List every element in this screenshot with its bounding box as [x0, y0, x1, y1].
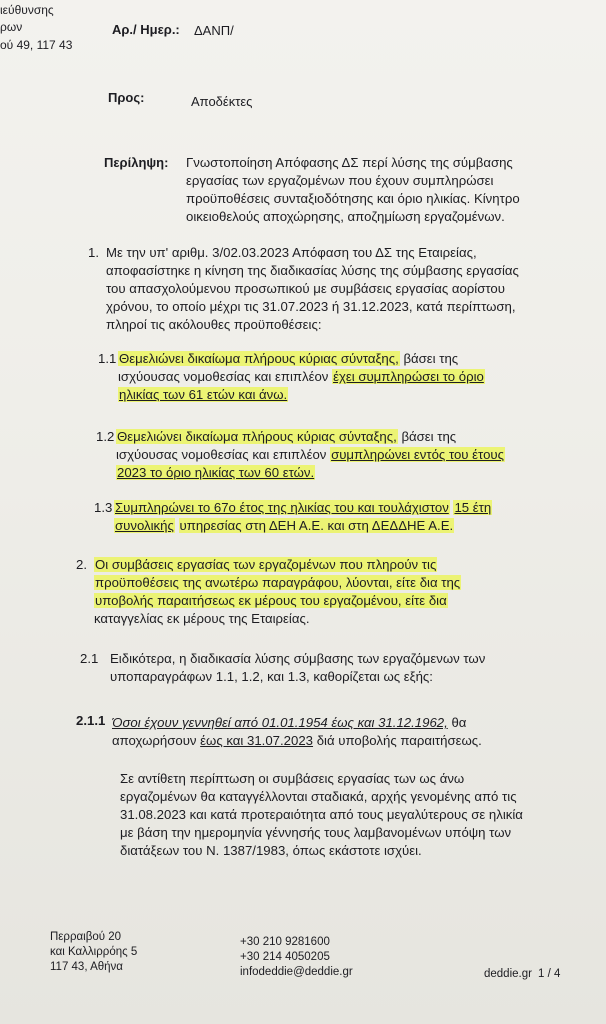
p12-highlight: 2023 το όριο ηλικίας των 60 ετών.: [117, 465, 315, 480]
p12-number: 1.2: [96, 429, 115, 444]
p1-text: [106, 244, 566, 334]
p211-text: [112, 714, 567, 750]
page-number: 1 / 4: [538, 968, 561, 980]
p2-text: [94, 556, 564, 628]
p12-text-part: βάσει της: [401, 429, 457, 444]
p21-text: [110, 650, 565, 686]
p211-underline: έως και 31.07.2023: [200, 733, 314, 748]
p21-number: 2.1: [80, 651, 99, 666]
footer-email: infodeddie@deddie.gr: [240, 966, 353, 978]
footer-contact: [240, 935, 353, 980]
p11-highlight: ηλικίας των 61 ετών και άνω.: [119, 387, 288, 402]
p11-text: [118, 350, 558, 404]
summary-line: προϋποθέσεις συνταξιοδότησης και όριο ηλικίας. Κίνητρο: [186, 191, 520, 206]
p3-line: Σε αντίθετη περίπτωση οι συμβάσεις εργασίας των ως άνω: [120, 771, 465, 786]
p211-underline: Όσοι έχουν γεννηθεί από 01.01.1954 έως και 31.12.1962,: [112, 715, 448, 730]
footer-address-line: Περραιβού 20: [50, 931, 122, 943]
p2-highlight: Οι συμβάσεις εργασίας των εργαζομένων που πληρούν τις: [95, 557, 437, 572]
p12-highlight: συμπληρώνει εντός του έτους: [331, 447, 504, 462]
p211-text-part: αποχωρήσουν: [112, 733, 197, 748]
p3-text: [120, 770, 564, 860]
footer-phone: +30 214 4050205: [240, 951, 330, 963]
org-line-2: ρων: [0, 20, 23, 34]
ref-label: Αρ./ Ημερ.:: [112, 22, 180, 37]
org-line-1: ιεύθυνσης: [0, 3, 54, 17]
p13-highlight: υπηρεσίας στη ΔΕΗ Α.Ε. και στη ΔΕΔΔΗΕ Α.Ε.: [179, 518, 454, 533]
p1-line: Με την υπ' αριθμ. 3/02.03.2023 Απόφαση του ΔΣ της Εταιρείας,: [106, 245, 477, 260]
p12-highlight: Θεμελιώνει δικαίωμα πλήρους κύριας σύνταξης,: [117, 429, 397, 444]
p11-highlight: έχει συμπληρώσει το όριο: [333, 369, 484, 384]
summary-label: Περίληψη:: [104, 155, 169, 170]
p13-number: 1.3: [94, 500, 113, 515]
footer-phone: +30 210 9281600: [240, 936, 330, 948]
p13-highlight: συνολικής: [115, 518, 174, 533]
footer-site: deddie.gr: [484, 968, 532, 980]
p1-line: του απασχολούμενου προσωπικού με συμβάσεις εργασίας αορίστου: [106, 281, 505, 296]
p2-highlight: προϋποθέσεις της ανωτέρω παραγράφου, λύονται, είτε δια της: [95, 575, 461, 590]
p1-line: αποφασίστηκε η κίνηση της διαδικασίας λύσης της σύμβασης εργασίας: [106, 263, 519, 278]
p12-text: [116, 428, 561, 482]
p11-text-part: βάσει της: [403, 351, 459, 366]
p3-line: εργαζομένων θα καταγγέλλονται σταδιακά, αρχής γενομένης από τις: [120, 789, 517, 804]
footer-address-line: και Καλλιρρόης 5: [50, 946, 138, 958]
p21-line: υποπαραγράφων 1.1, 1.2, και 1.3, καθορίζεται ως εξής:: [110, 669, 433, 684]
p3-line: 31.08.2023 και κατά προτεραιότητα από τους μεγαλύτερους σε ηλικία: [120, 807, 523, 822]
summary-text: [186, 154, 556, 226]
footer-address: [50, 930, 137, 975]
org-line-3: ού 49, 117 43: [0, 38, 73, 52]
p11-number: 1.1: [98, 351, 117, 366]
summary-line: οικειοθελούς αποχώρησης, αποζημίωση εργαζομένων.: [186, 209, 505, 224]
p211-text-part: θα: [451, 715, 467, 730]
p21-line: Ειδικότερα, η διαδικασία λύσης σύμβασης των εργαζόμενων των: [110, 651, 486, 666]
p11-text-part: ισχύουσας νομοθεσίας και επιπλέον: [118, 369, 329, 384]
footer-address-line: 117 43, Αθήνα: [50, 961, 123, 973]
to-value: Αποδέκτες: [191, 94, 253, 109]
p2-number: 2.: [76, 557, 87, 572]
p3-line: με βάση την ημερομηνία γέννησής τους λαμβανομένων υπόψη των: [120, 825, 512, 840]
p211-text-part: διά υποβολής παραιτήσεως.: [316, 733, 482, 748]
p211-number: 2.1.1: [76, 713, 106, 728]
p13-highlight: 15 έτη: [454, 500, 492, 515]
p3-line: διατάξεων του Ν. 1387/1983, όπως εκάστοτε ισχύει.: [120, 843, 422, 858]
p13-highlight: Συμπληρώνει το 67ο έτος της ηλικίας του και τουλάχιστον: [115, 500, 449, 515]
to-label: Προς:: [108, 90, 145, 105]
p11-highlight: Θεμελιώνει δικαίωμα πλήρους κύριας σύνταξης,: [119, 351, 399, 366]
p1-number: 1.: [88, 245, 99, 260]
p13-text: [114, 499, 564, 535]
ref-value: ΔΑΝΠ/: [194, 23, 234, 38]
p12-text-part: ισχύουσας νομοθεσίας και επιπλέον: [116, 447, 327, 462]
p1-line: πληροί τις ακόλουθες προϋποθέσεις:: [106, 317, 322, 332]
p2-line: καταγγελίας εκ μέρους της Εταιρείας.: [94, 611, 310, 626]
p1-line: χρόνου, το οποίο μέχρι τις 31.07.2023 ή 31.12.2023, κατά περίπτωση,: [106, 299, 516, 314]
summary-line: εργασίας των εργαζομένων που έχουν συμπληρώσει: [186, 173, 494, 188]
p2-highlight: υποβολής παραιτήσεως εκ μέρους του εργαζομένου, είτε δια: [95, 593, 447, 608]
summary-line: Γνωστοποίηση Απόφασης ΔΣ περί λύσης της σύμβασης: [186, 155, 513, 170]
